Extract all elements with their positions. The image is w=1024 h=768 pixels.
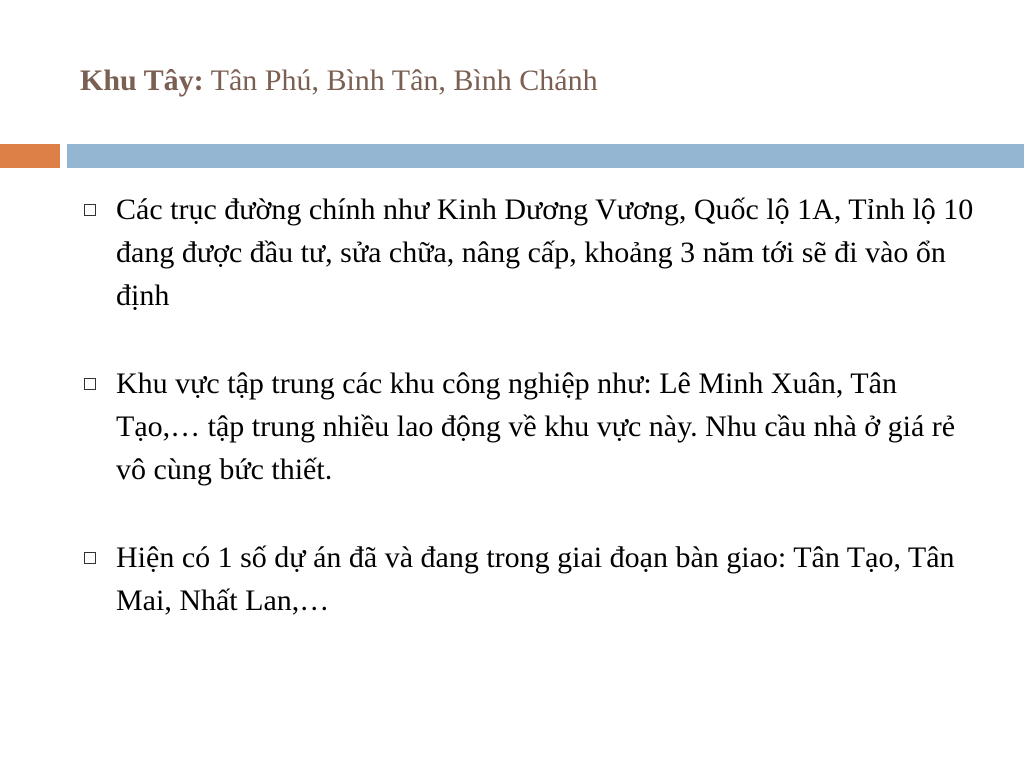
slide-title bbox=[80, 64, 598, 98]
slide-title-bold: Khu Tây: bbox=[80, 64, 204, 97]
bullet-item bbox=[80, 362, 980, 491]
accent-bar-orange bbox=[0, 144, 60, 168]
bullet-list bbox=[80, 188, 980, 667]
bullet-text: Khu vực tập trung các khu công nghiệp như: Lê Minh Xuân, Tân Tạo,… tập trung nhiều lao động về khu vực này. Nhu cầu nhà ở giá rẻ vô cùng bức thiết. bbox=[116, 367, 956, 486]
accent-bar-blue bbox=[67, 144, 1024, 168]
square-bullet-icon bbox=[84, 204, 96, 216]
bullet-item bbox=[80, 188, 980, 317]
slide-title-rest: Tân Phú, Bình Tân, Bình Chánh bbox=[203, 64, 598, 97]
square-bullet-icon bbox=[84, 552, 96, 564]
bullet-text: Hiện có 1 số dự án đã và đang trong giai đoạn bàn giao: Tân Tạo, Tân Mai, Nhất Lan,… bbox=[116, 541, 955, 617]
bullet-text: Các trục đường chính như Kinh Dương Vương, Quốc lộ 1A, Tỉnh lộ 10 đang được đầu tư, sửa chữa, nâng cấp, khoảng 3 năm tới sẽ đi vào ổn định bbox=[116, 193, 974, 312]
bullet-item bbox=[80, 536, 980, 622]
square-bullet-icon bbox=[84, 378, 96, 390]
